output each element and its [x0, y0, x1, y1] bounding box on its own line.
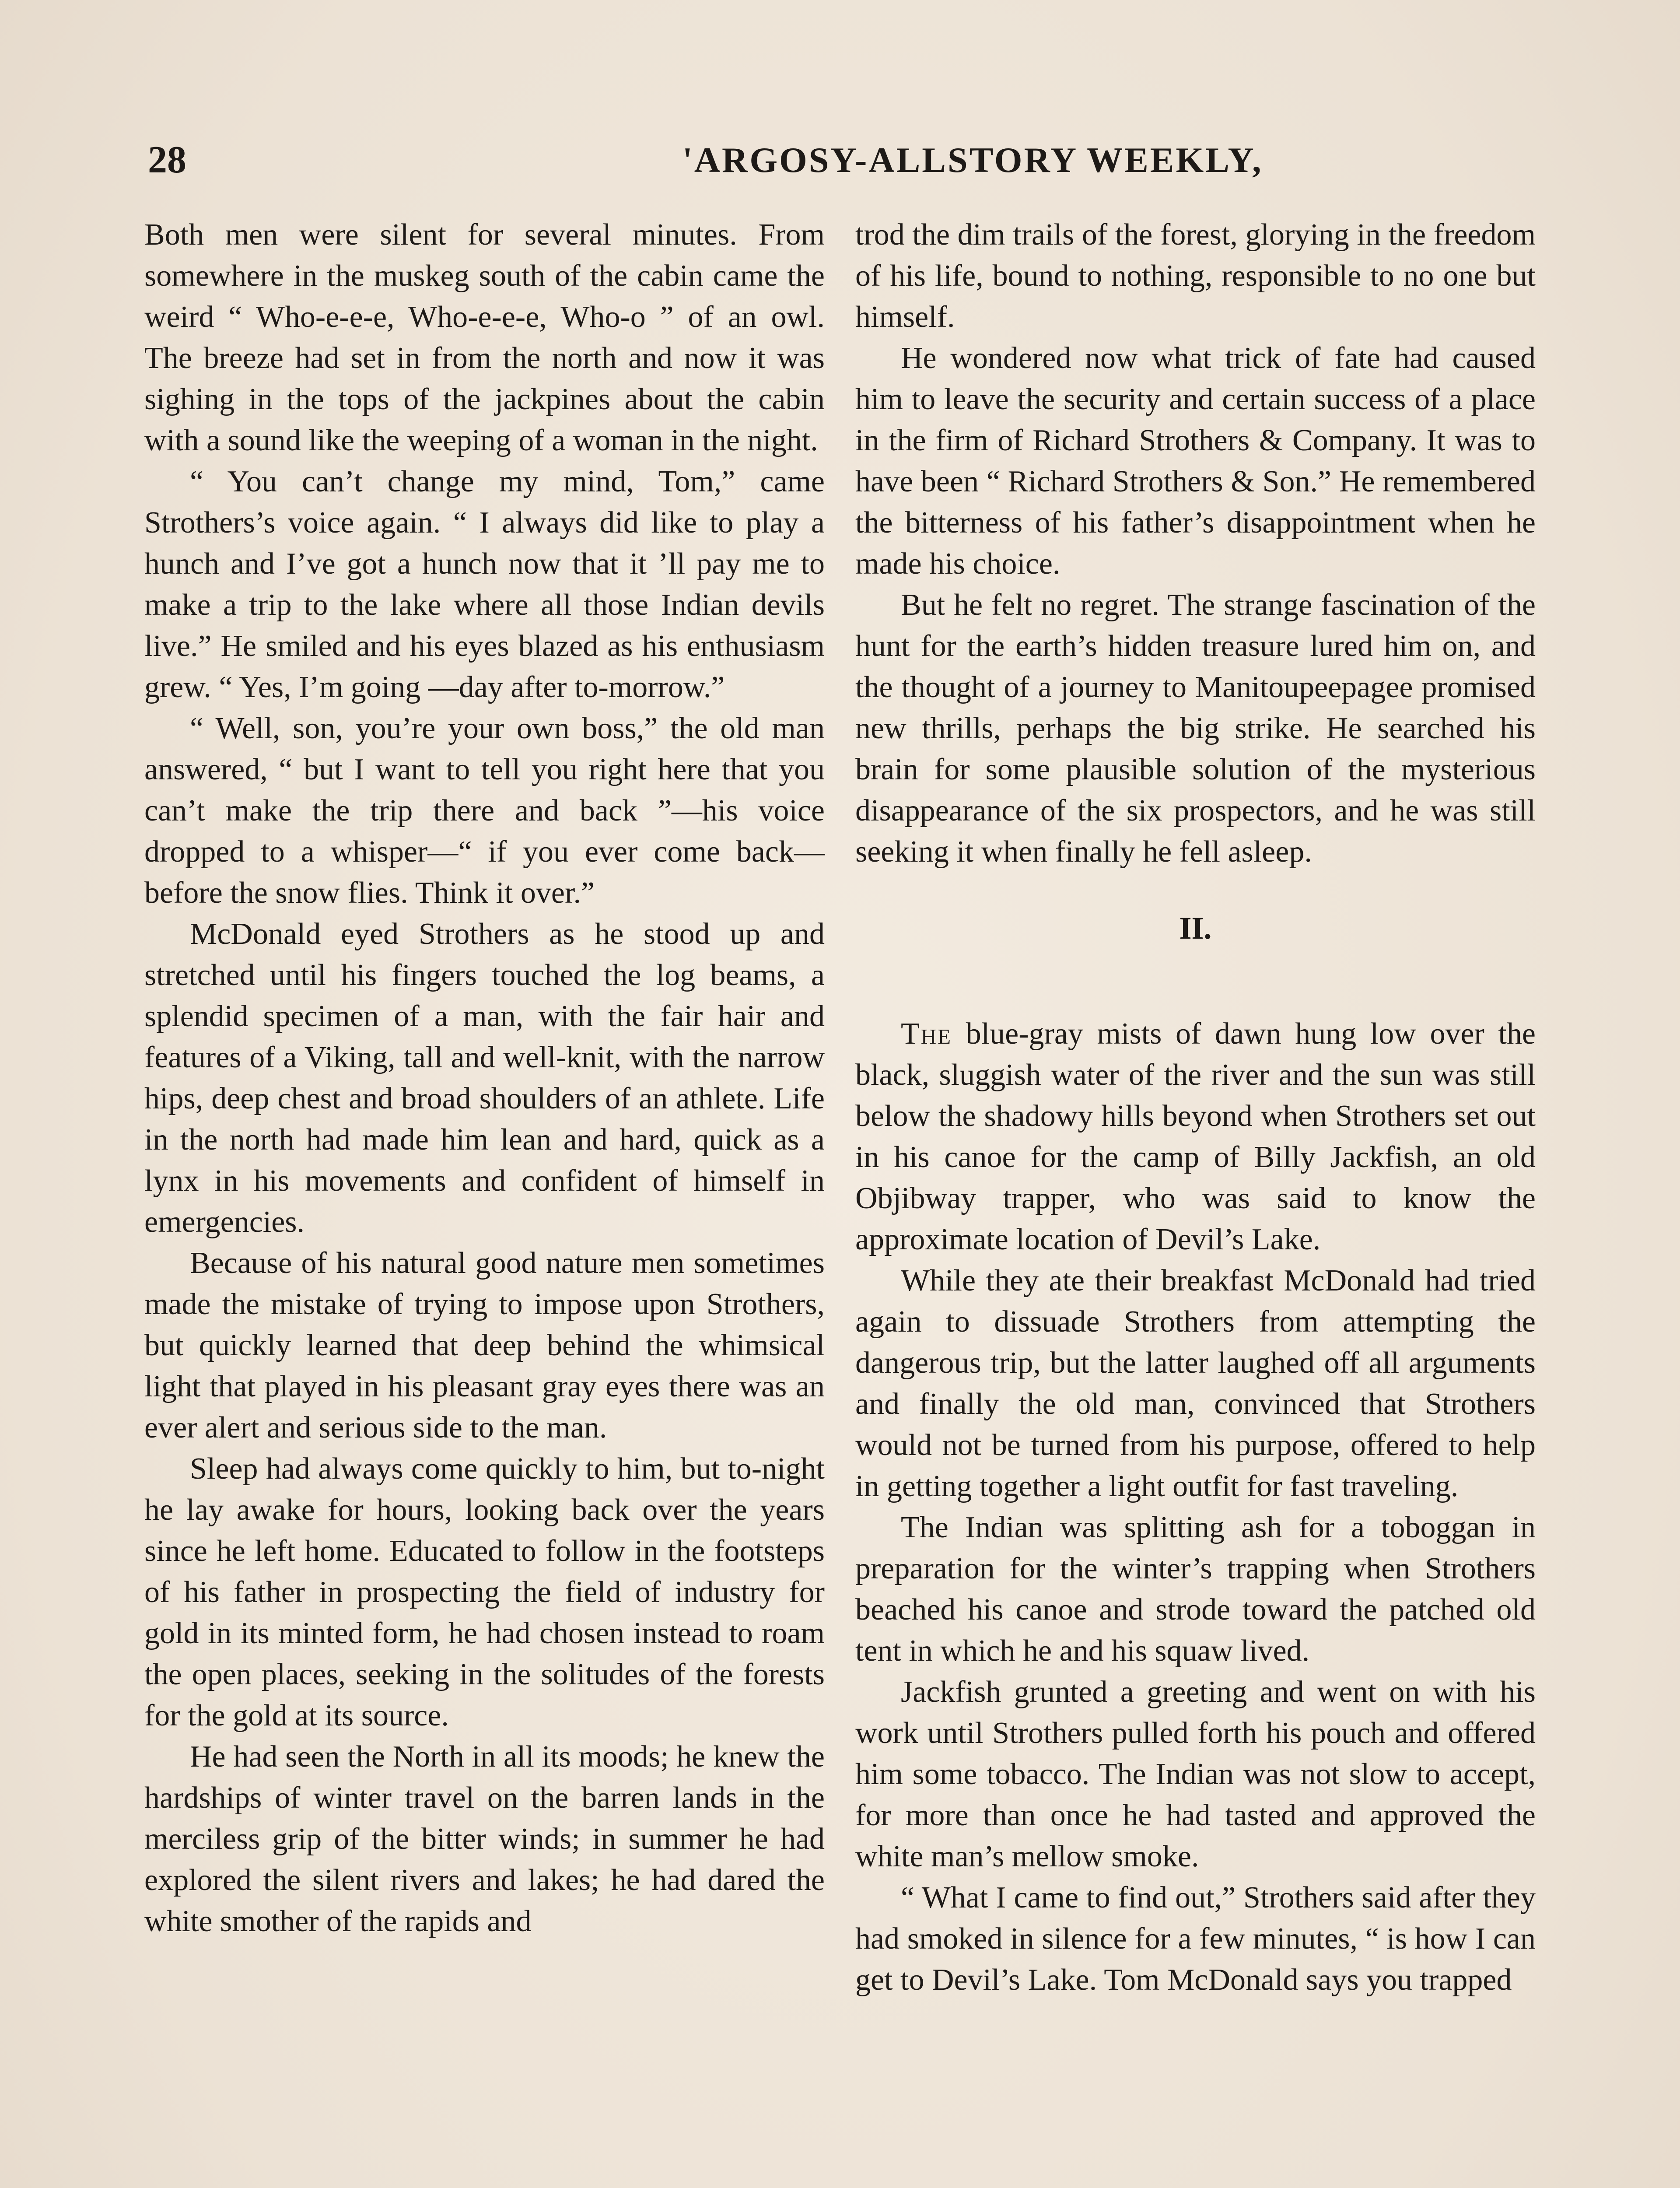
left-column	[144, 214, 825, 2188]
page-header	[144, 130, 1540, 191]
paragraph: Sleep had always come quickly to him, but to-night he lay awake for hours, looking back over the years since he left home. Educated to follow in the footsteps of his father in prospecting the field of industry for gold in its minted form, he had chosen instead to roam the open places, seeking in the solitudes of the forests for the gold at its source.	[144, 1452, 825, 1732]
paragraph: “ Well, son, you’re your own boss,” the old man answered, “ but I want to tell you right here that you can’t make the trip there and back ”—his voice dropped to a whisper—“ if you ever come back—before the snow flies. Think it over.”	[144, 712, 825, 910]
section-lead-paragraph	[855, 1013, 1536, 1260]
paragraph: Both men were silent for several minutes. From somewhere in the muskeg south of the cabin came the weird “ Who-e-e-e, Who-e-e-e, Who-o ” of an owl. The breeze had set in from the north and now it was sighing in the tops of the jackpines about the cabin with a sound like the weeping of a woman in the night.	[144, 218, 825, 457]
paragraph: “ You can’t change my mind, Tom,” came Strothers’s voice again. “ I always did like to play a hunch and I’ve got a hunch now that it ’ll pay me to make a trip to the lake where all those Indian devils live.” He smiled and his eyes blazed as his enthusiasm grew. “ Yes, I’m going —day after to-morrow.”	[144, 465, 825, 704]
paragraph: “ What I came to find out,” Strothers said after they had smoked in silence for a few minutes, “ is how I can get to Devil’s Lake. Tom McDonald says you trapped	[855, 1881, 1536, 1997]
paragraph: While they ate their breakfast McDonald had tried again to dissuade Strothers from attempting the dangerous trip, but the latter laughed off all arguments and finally the old man, convinced that Strothers would not be turned from his purpose, offered to help in getting together a light outfit for fast traveling.	[855, 1264, 1536, 1503]
paragraph: Because of his natural good nature men sometimes made the mistake of trying to impose upon Strothers, but quickly learned that deep behind the whimsical light that played in his pleasant gray eyes there was an ever alert and serious side to the man.	[144, 1246, 825, 1445]
right-column	[855, 214, 1536, 2188]
lead-word: The	[901, 1017, 952, 1051]
paragraph: He had seen the North in all its moods; he knew the hardships of winter travel on the barren lands in the merciless grip of the bitter winds; in summer he had explored the silent rivers and lakes; he had dared the white smother of the rapids and	[144, 1740, 825, 1938]
paragraph: Jackfish grunted a greeting and went on with his work until Strothers pulled forth his pouch and offered him some tobacco. The Indian was not slow to accept, for more than once he had tasted and approved the white man’s mellow smoke.	[855, 1675, 1536, 1873]
paragraph: trod the dim trails of the forest, glorying in the freedom of his life, bound to nothing, responsible to no one but himself.	[855, 218, 1536, 334]
paragraph: The Indian was splitting ash for a toboggan in preparation for the winter’s trapping when Strothers beached his canoe and strode toward the patched old tent in which he and his squaw lived.	[855, 1511, 1536, 1668]
paragraph: But he felt no regret. The strange fascination of the hunt for the earth’s hidden treasure lured him on, and the thought of a journey to Manitoupeepagee promised new thrills, perhaps the big strike. He searched his brain for some plausible solution of the mysterious disappearance of the six prospectors, and he was still seeking it when finally he fell asleep.	[855, 588, 1536, 869]
running-head: 'ARGOSY-ALLSTORY WEEKLY,	[682, 140, 1263, 180]
paragraph: McDonald eyed Strothers as he stood up and stretched until his fingers touched the log beams, a splendid specimen of a man, with the fair hair and features of a Viking, tall and well-knit, with the narrow hips, deep chest and broad shoulders of an athlete. Life in the north had made him lean and hard, quick as a lynx in his movements and confident of himself in emergencies.	[144, 917, 825, 1239]
lead-text: blue-gray mists of dawn hung low over the black, sluggish water of the river and the sun was still below the shadowy hills beyond when Strothers set out in his canoe for the camp of Billy Jackfish, an old Objibway trapper, who was said to know the approximate location of Devil’s Lake.	[855, 1017, 1536, 1256]
section-heading: II.	[1179, 911, 1212, 946]
page-number: 28	[148, 139, 186, 181]
paragraph: He wondered now what trick of fate had caused him to leave the security and certain success of a place in the firm of Richard Strothers & Company. It was to have been “ Richard Strothers & Son.” He remembered the bitterness of his father’s disappointment when he made his choice.	[855, 341, 1536, 581]
